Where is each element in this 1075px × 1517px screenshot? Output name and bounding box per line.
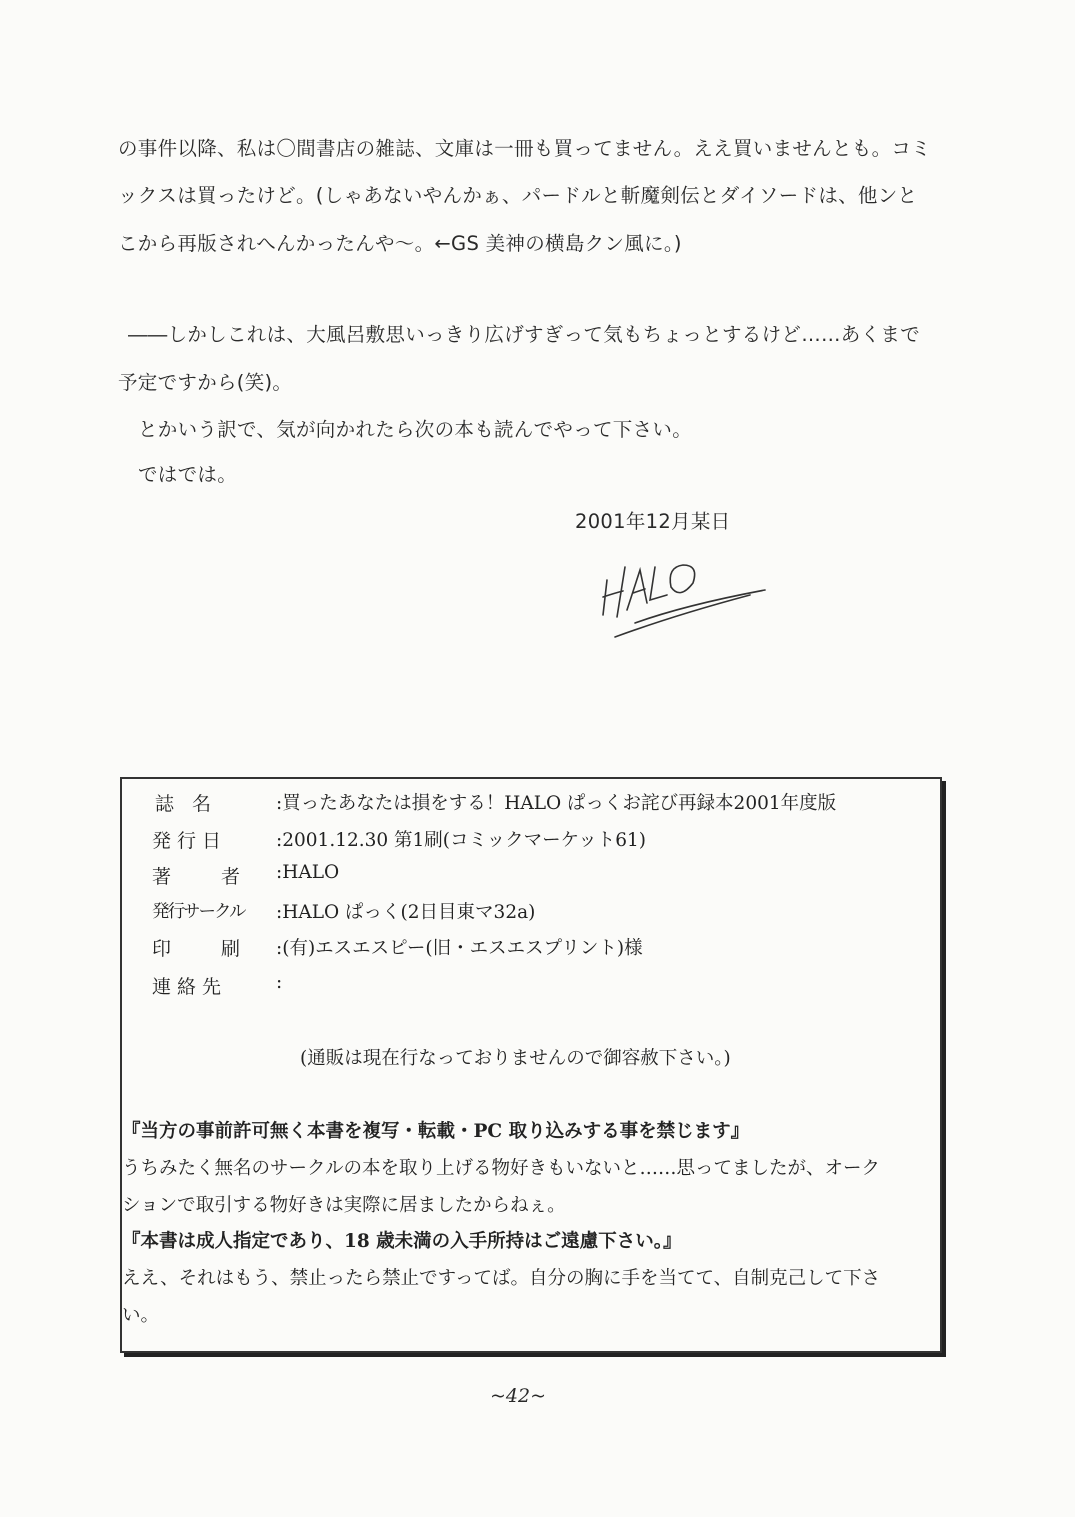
colophon-label: 誌 名	[155, 793, 218, 815]
text-line: こから再版されへんかったんや〜。←GS 美神の横島クン風に。)	[118, 232, 682, 255]
colophon-value: :2001.12.30 第1刷(コミックマーケット61)	[276, 830, 646, 851]
text-line: ええ、それはもう、禁止ったら禁止ですってば。自分の胸に手を当てて、自制克己して下さ	[122, 1268, 881, 1289]
copy-notice-heading: 『当方の事前許可無く本書を複写・転載・PC 取り込みする事を禁じます』	[122, 1121, 750, 1142]
colophon-label: 発行サークル	[152, 902, 245, 922]
colophon-label: 発行日	[152, 830, 228, 852]
colophon-value: :(有)エスエスピー(旧・エスエスプリント)様	[276, 938, 643, 959]
colophon-value: :HALO ぱっく(2日目東マ32a)	[276, 902, 536, 923]
text-line: ックスは買ったけど。(しゃあないやんかぁ、パードルと斬魔剣伝とダイソードは、他ンと	[118, 184, 918, 207]
text-line: うちみたく無名のサークルの本を取り上げる物好きもいないと……思ってましたが、オーク	[122, 1158, 880, 1179]
mail-order-note: (通販は現在行なっておりませんので御容赦下さい。)	[300, 1048, 731, 1069]
text-line: ではでは。	[138, 463, 238, 486]
text-line: ションで取引する物好きは実際に居ましたからねぇ。	[122, 1195, 566, 1216]
text-line: い。	[122, 1305, 160, 1326]
signature-halo	[595, 545, 775, 655]
colophon-value: :HALO	[276, 862, 340, 883]
date: 2001年12月某日	[575, 510, 731, 533]
colophon-value: :	[276, 972, 283, 993]
colophon-label: 連絡先	[152, 976, 228, 998]
page-number: ~42~	[490, 1385, 547, 1407]
text-line: の事件以降、私は〇間書店の雑誌、文庫は一冊も買ってません。ええ買いませんとも。コミ	[118, 137, 931, 160]
colophon-label: 著 者	[152, 866, 263, 888]
colophon-value: :買ったあなたは損をする！HALO ぱっくお詫び再録本2001年度版	[276, 793, 837, 814]
colophon-label: 印 刷	[152, 938, 263, 960]
adult-notice-heading: 『本書は成人指定であり、18 歳未満の入手所持はご遠慮下さい。』	[122, 1231, 682, 1252]
text-line: 予定ですから(笑)。	[118, 371, 293, 394]
text-line: とかいう訳で、気が向かれたら次の本も読んでやって下さい。	[138, 418, 693, 441]
text-line: ――しかしこれは、大風呂敷思いっきり広げすぎって気もちょっとするけど……あくまで	[128, 323, 920, 346]
